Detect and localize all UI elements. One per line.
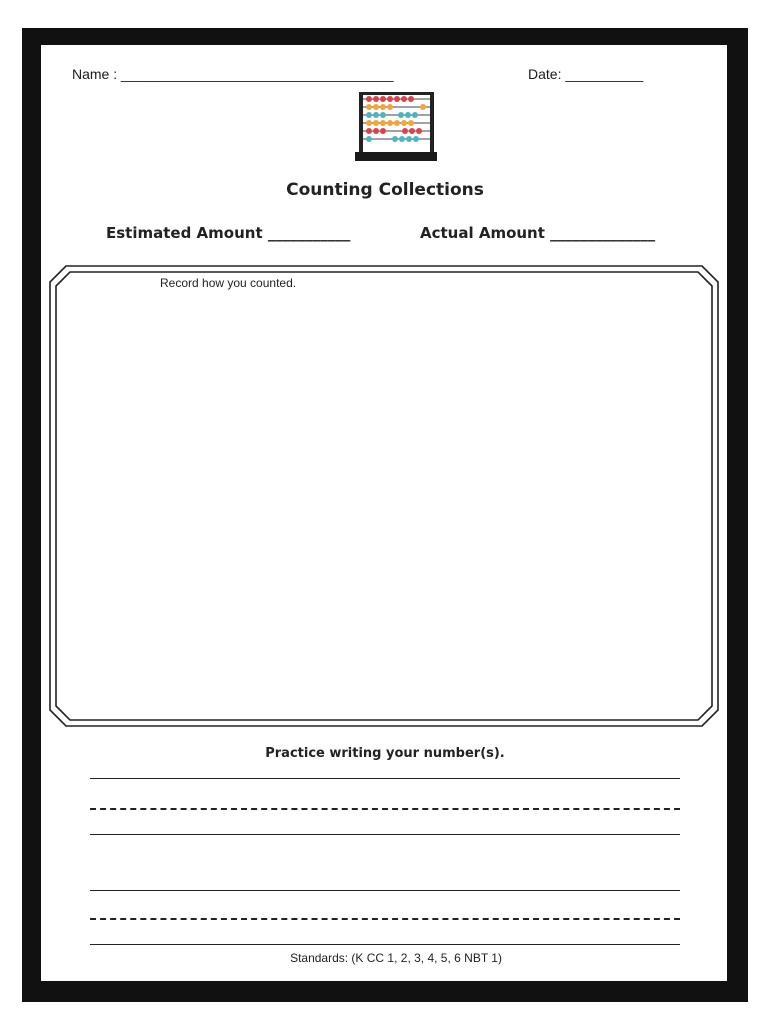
practice-top-line — [90, 890, 680, 891]
page-title: Counting Collections — [286, 180, 484, 200]
practice-base-line — [90, 944, 680, 945]
practice-heading: Practice writing your number(s). — [265, 746, 505, 761]
practice-base-line — [90, 834, 680, 835]
name-field[interactable]: Name : ___________________________________ — [72, 66, 394, 82]
standards-note: Standards: (K CC 1, 2, 3, 4, 5, 6 NBT 1) — [290, 951, 502, 965]
record-prompt: Record how you counted. — [160, 276, 297, 290]
abacus-icon — [355, 90, 439, 164]
practice-mid-line — [90, 808, 680, 810]
practice-mid-line — [90, 918, 680, 920]
estimated-amount-field[interactable]: Estimated Amount ___________ — [106, 224, 351, 242]
date-field[interactable]: Date: __________ — [528, 66, 644, 82]
practice-top-line — [90, 778, 680, 779]
actual-amount-field[interactable]: Actual Amount ______________ — [420, 224, 656, 242]
record-box[interactable] — [48, 264, 720, 728]
